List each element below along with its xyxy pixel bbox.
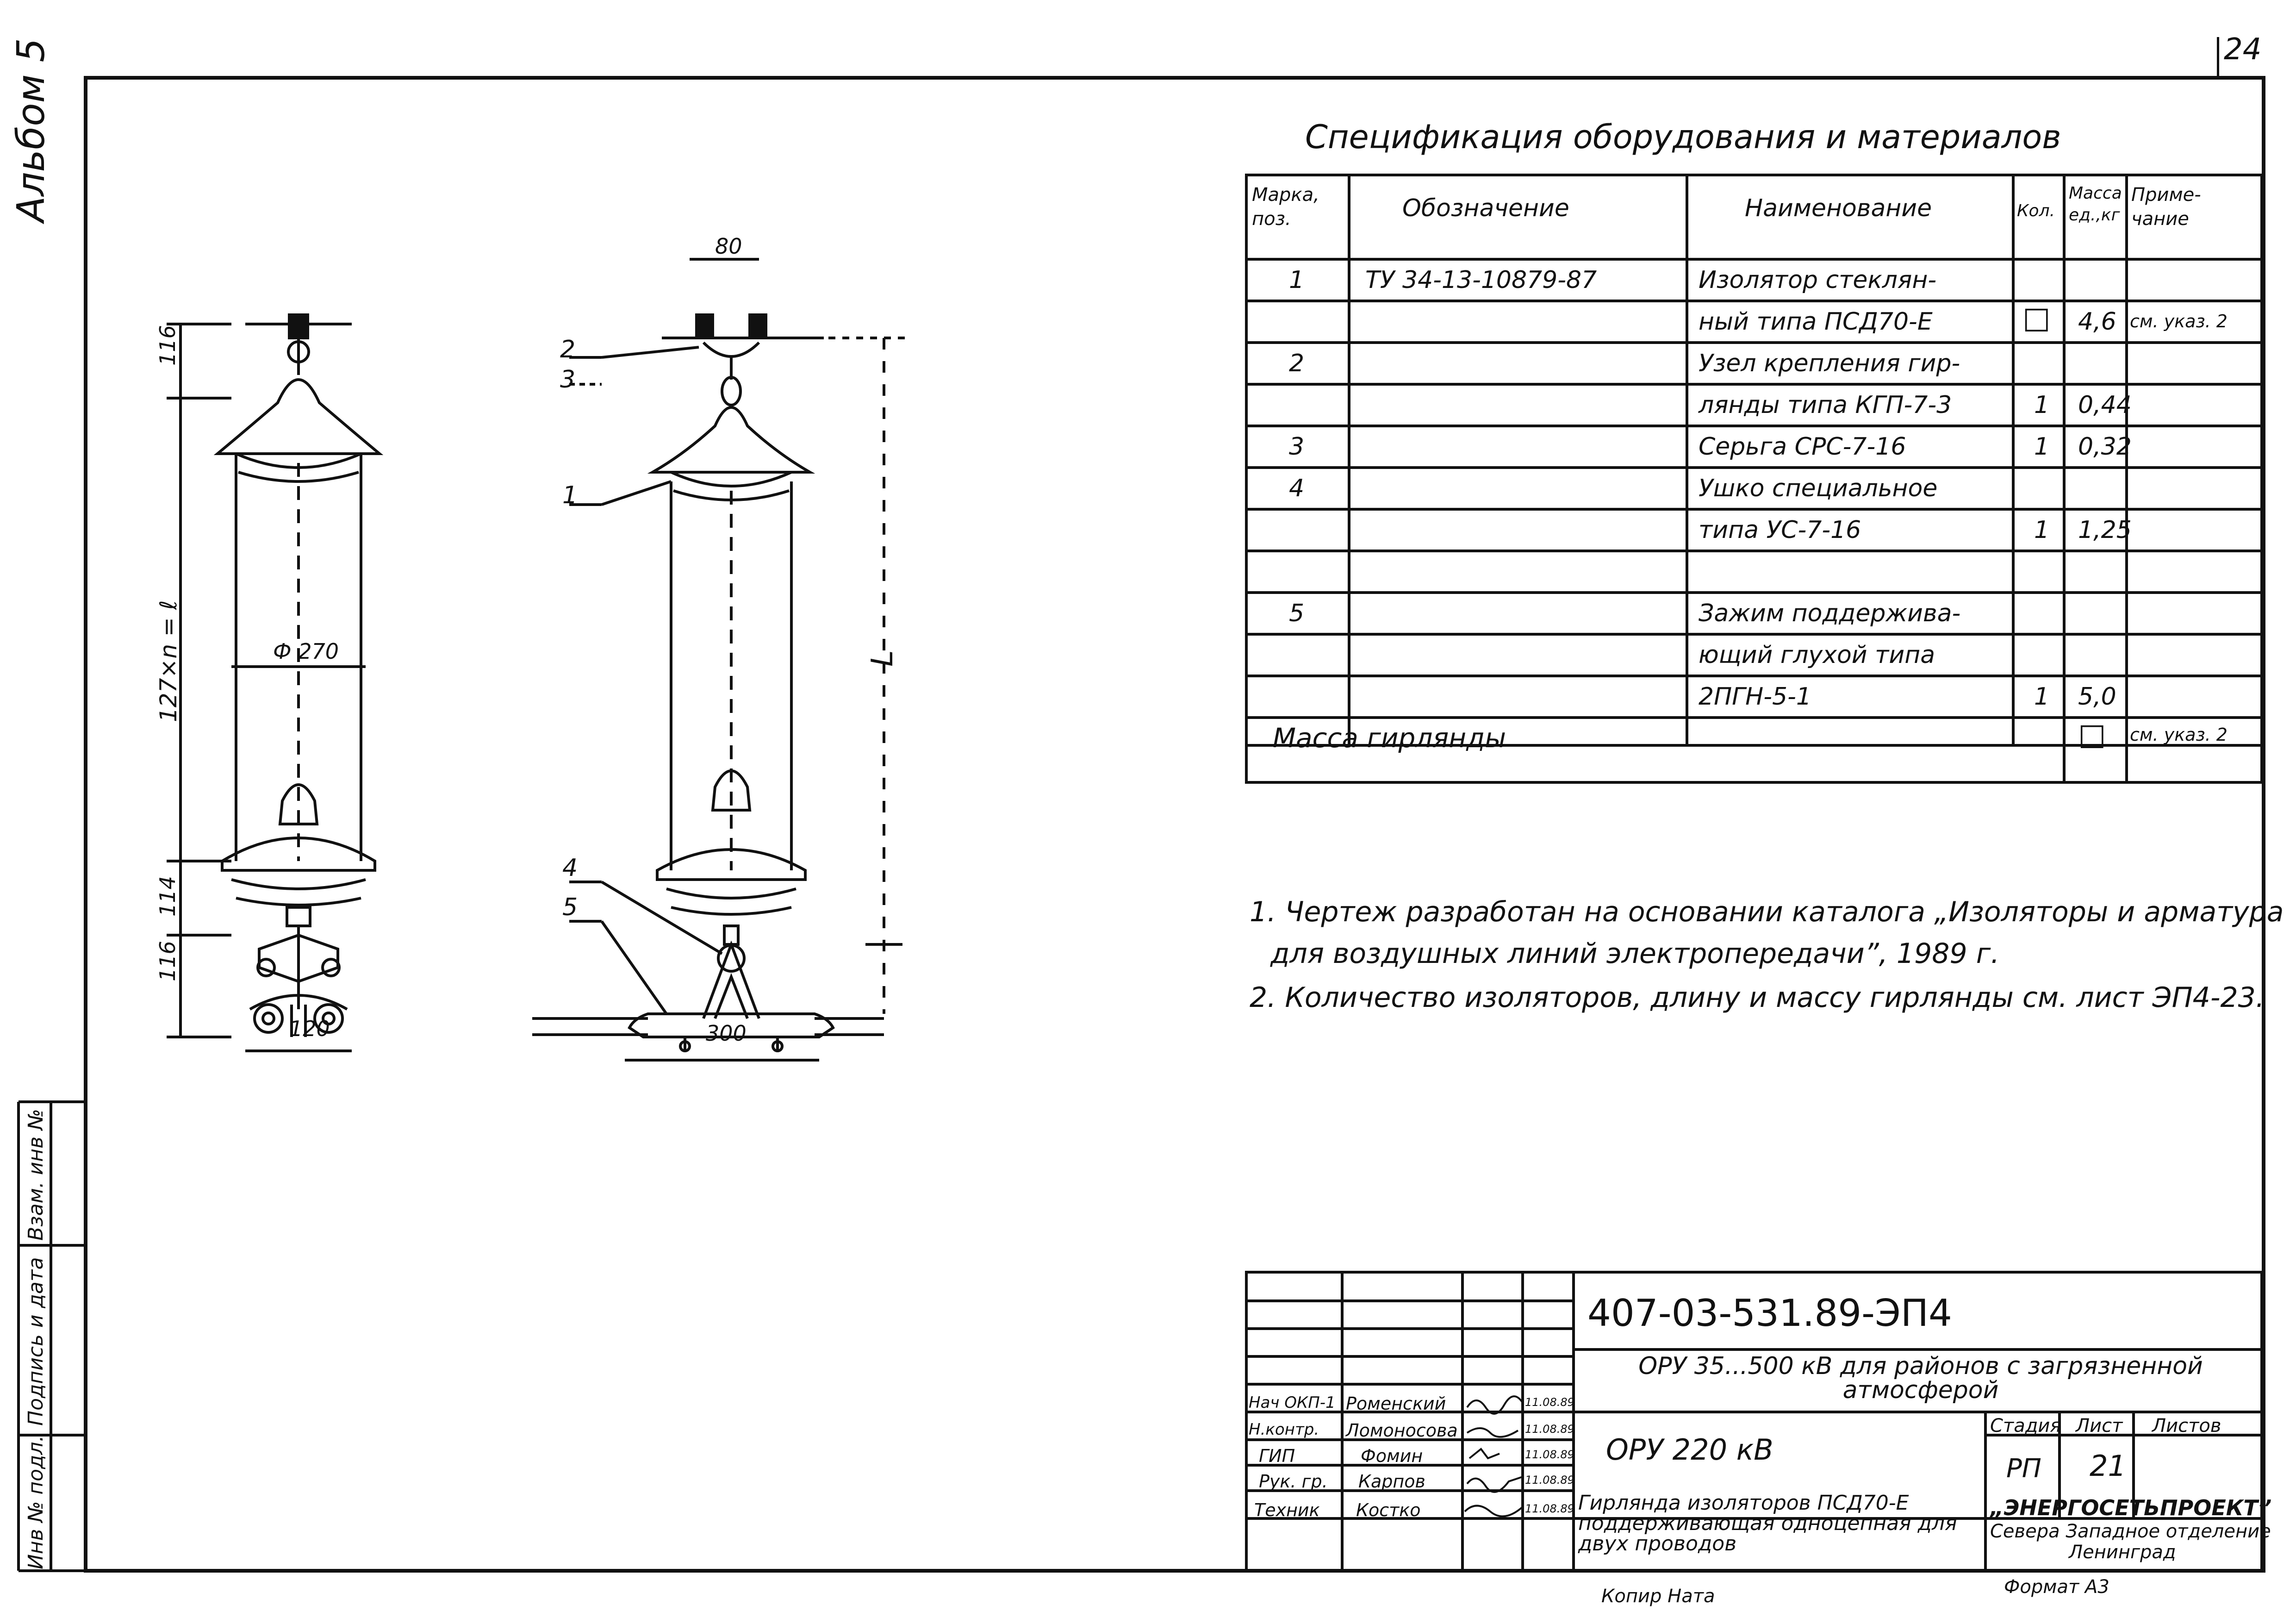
signature-row [1245,1417,1578,1442]
dim-width-120: 120 [289,1016,330,1041]
row-note: см. указ. 2 [2130,311,2228,331]
row-pos: 2 [1289,350,1305,377]
stamp-replaced-inv: Взам. инв № [24,1109,48,1241]
callout-2: 2 [560,336,576,363]
dim-114: 114 [155,876,180,917]
col-header-mass: Масса ед.,кг [2069,184,2122,225]
sheets-label: Листов [2152,1415,2221,1437]
row-mass: 0,44 [2078,391,2132,419]
signature-row [1245,1389,1578,1417]
page-number: 24 [2224,32,2262,67]
col-header-name: Наименование [1745,194,1932,222]
person-name: Роменский [1346,1393,1446,1414]
org-branch: Севера Западное отделение [1990,1521,2271,1542]
sheet-title-text: Гирлянда изоляторов ПСД70-Е поддерживающая одноцепная для двух проводов [1578,1491,1957,1555]
signature-row [1245,1495,1578,1523]
row-pos: 4 [1289,475,1305,502]
col-header-qty: Кол. [2017,201,2055,220]
dim-top-80: 80 [715,234,742,259]
note-1-line-2: для воздушных линий электропередачи”, 1989 г. [1270,937,2000,970]
row-mass: 0,32 [2078,433,2132,461]
row-pos: 5 [1289,600,1305,627]
table-row [1245,676,2263,718]
stamp-inv-original: Инв № подл. [24,1435,48,1569]
footer-format: Формат А3 [2004,1576,2109,1598]
table-row [1245,426,2263,468]
person-name: Ломоносова [1346,1420,1458,1441]
signature-row [1245,1442,1578,1468]
insulator-string-front-view [139,287,463,1074]
sheet-title [1578,1493,1985,1554]
date: 11.08.89 [1525,1474,1574,1487]
dim-top-116: 116 [155,325,180,366]
total-label: Масса гирлянды [1273,722,1506,754]
note-2: 2. Количество изоляторов, длину и массу гирлянды см. лист ЭП4-23. [1250,981,2265,1014]
callout-5: 5 [562,893,578,921]
row-name: ющий глухой типа [1699,641,1935,669]
table-row [1245,509,2263,551]
note-1-line-1: 1. Чертеж разработан на основании каталога „Изоляторы и арматура [1250,896,2284,928]
row-name: Узел крепления гир- [1699,350,1960,377]
row-name: Ушко специальное [1699,475,1938,502]
section-title: ОРУ 220 кВ [1606,1433,1773,1467]
row-name: 2ПГН-5-1 [1699,683,1811,711]
row-qty: 1 [2034,391,2050,419]
sheet-label: Лист [2076,1415,2123,1437]
dim-bottom-300: 300 [706,1021,747,1046]
doc-number: 407-03-531.89-ЭП4 [1587,1292,1952,1335]
date: 11.08.89 [1525,1448,1574,1461]
row-qty: 1 [2034,433,2050,461]
role: Рук. гр. [1259,1471,1328,1492]
callout-1: 1 [562,481,578,509]
stamp-signature-date: Подпись и дата [24,1257,48,1426]
sheet-value: 21 [2090,1449,2126,1483]
row-qty: □ [2022,301,2051,335]
row-name: типа УС-7-16 [1699,516,1861,544]
table-row [1245,301,2263,343]
row-mass: 4,6 [2078,308,2116,336]
dim-116-bottom: 116 [155,941,180,981]
row-name: ный типа ПСД70-Е [1699,308,1933,336]
date: 11.08.89 [1525,1502,1574,1515]
dim-string-length: 127×n = ℓ [155,600,182,722]
callout-4: 4 [562,854,578,882]
org-city: Ленинград [2069,1542,2176,1563]
footer-copier: Копир Ната [1601,1586,1715,1607]
total-mass: □ [2078,718,2106,752]
stage-value: РП [2006,1454,2041,1484]
spec-title: Спецификация оборудования и материалов [1305,118,2061,156]
object-title [1583,1354,2259,1402]
row-pos: 1 [1289,266,1305,294]
row-mass: 5,0 [2078,683,2116,711]
row-name: Зажим поддержива- [1699,600,1961,627]
table-row [1245,343,2263,384]
role: ГИП [1259,1446,1295,1466]
signature-scribbles [1462,1389,1527,1528]
dim-diameter: Ф 270 [273,639,339,664]
person-name: Костко [1356,1500,1421,1520]
dim-length-L: L [865,650,900,667]
role: Техник [1254,1500,1320,1520]
table-row [1245,384,2263,426]
role: Нач ОКП-1 [1249,1393,1336,1412]
row-qty: 1 [2034,516,2050,544]
person-name: Карпов [1358,1471,1425,1492]
table-row [1245,634,2263,676]
row-pos: 3 [1289,433,1305,461]
callout-3: 3 [560,366,576,394]
date: 11.08.89 [1525,1396,1574,1409]
signatures [1245,1389,1578,1528]
row-name: Изолятор стеклян- [1699,266,1937,294]
object-title-text: ОРУ 35...500 кВ для районов с загрязненной атмосферой [1638,1352,2203,1404]
total-note: см. указ. 2 [2130,725,2228,745]
col-header-designation: Обозначение [1402,194,1569,222]
signature-row [1245,1468,1578,1495]
album-label: Альбом 5 [9,38,53,222]
table-row [1245,259,2263,301]
row-name: Серьга СРС-7-16 [1699,433,1906,461]
col-header-note: Приме-чание [2131,184,2201,230]
org-name: „ЭНЕРГОСЕТЬПРОЕКТ” [1990,1495,2272,1520]
total-row [1245,718,2263,755]
col-header-pos: Марка, поз. [1252,184,1319,230]
role: Н.контр. [1249,1420,1319,1439]
row-designation: ТУ 34-13-10879-87 [1365,266,1597,294]
row-qty: 1 [2034,683,2050,711]
stage-label: Стадия [1990,1415,2061,1437]
table-row [1245,593,2263,634]
table-row [1245,468,2263,509]
date: 11.08.89 [1525,1423,1574,1436]
person-name: Фомин [1361,1446,1423,1466]
row-name: лянды типа КГП-7-3 [1699,391,1952,419]
row-mass: 1,25 [2078,516,2132,544]
